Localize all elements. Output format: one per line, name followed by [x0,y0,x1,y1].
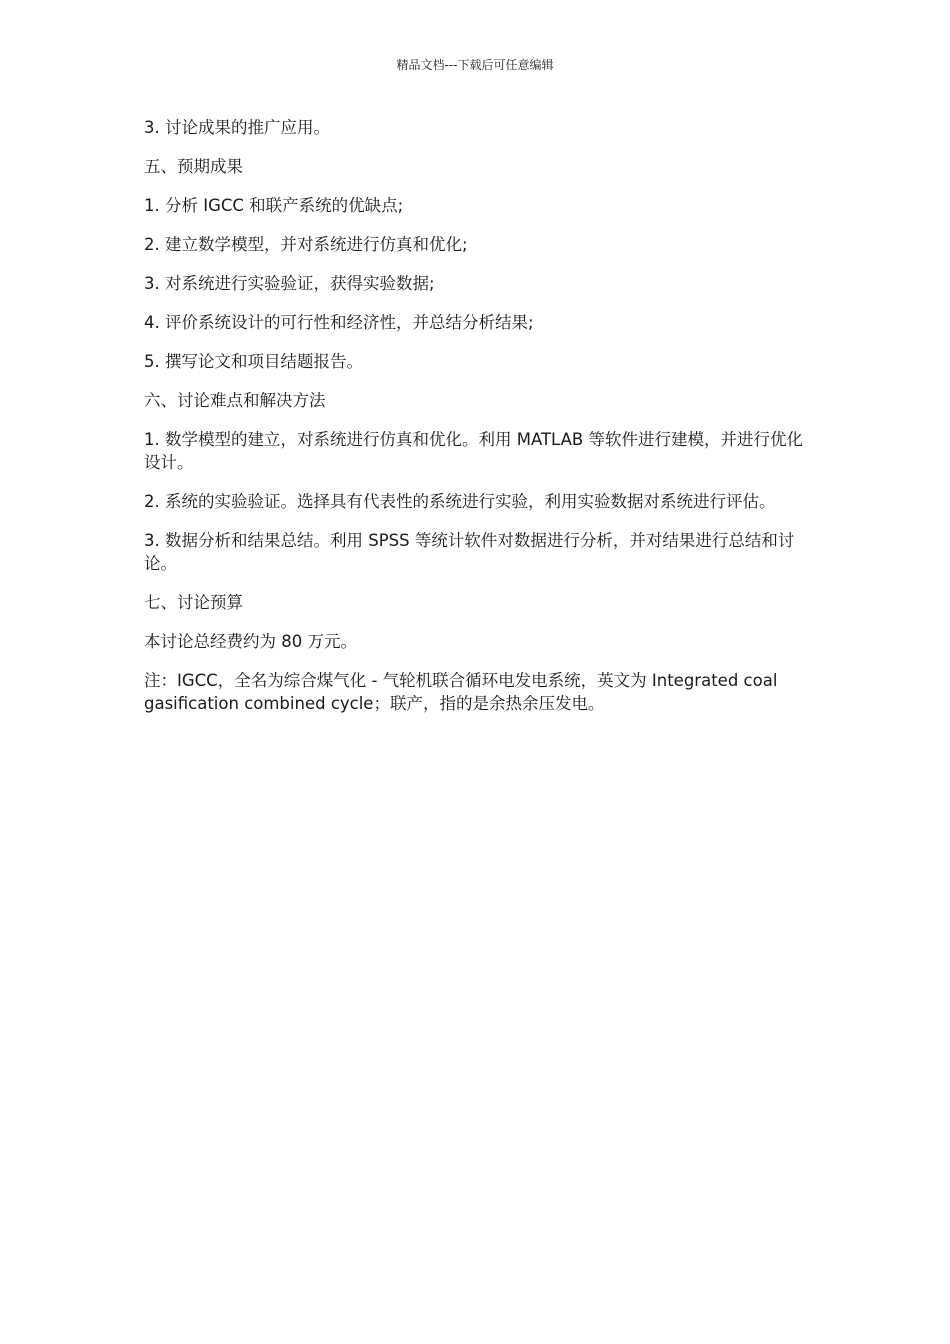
list-item: 3. 对系统进行实验验证，获得实验数据; [144,274,435,293]
list-item: 5. 撰写论文和项目结题报告。 [144,352,363,371]
section-heading-budget: 七、讨论预算 [144,593,243,612]
document-body [144,116,816,731]
list-item: 1. 分析 IGCC 和联产系统的优缺点; [144,196,404,215]
note-paragraph: 注：IGCC，全名为综合煤气化 - 气轮机联合循环电发电系统，英文为 Integrated coal gasification combined cycle；联产，指的是余热余压发电。 [144,671,778,713]
section-heading-expected-results: 五、预期成果 [144,157,243,176]
list-item: 4. 评价系统设计的可行性和经济性，并总结分析结果; [144,313,534,332]
list-item: 3. 数据分析和结果总结。利用 SPSS 等统计软件对数据进行分析，并对结果进行总结和讨论。 [144,531,795,573]
paragraph-promotion: 3. 讨论成果的推广应用。 [144,118,330,137]
section-heading-difficulties: 六、讨论难点和解决方法 [144,391,326,410]
list-item: 2. 系统的实验验证。选择具有代表性的系统进行实验，利用实验数据对系统进行评估。 [144,492,776,511]
page-header: 精品文档---下载后可任意编辑 [396,58,554,72]
list-item: 2. 建立数学模型，并对系统进行仿真和优化; [144,235,468,254]
budget-paragraph: 本讨论总经费约为 80 万元。 [144,632,357,651]
list-item: 1. 数学模型的建立，对系统进行仿真和优化。利用 MATLAB 等软件进行建模，并进行优化设计。 [144,430,803,472]
